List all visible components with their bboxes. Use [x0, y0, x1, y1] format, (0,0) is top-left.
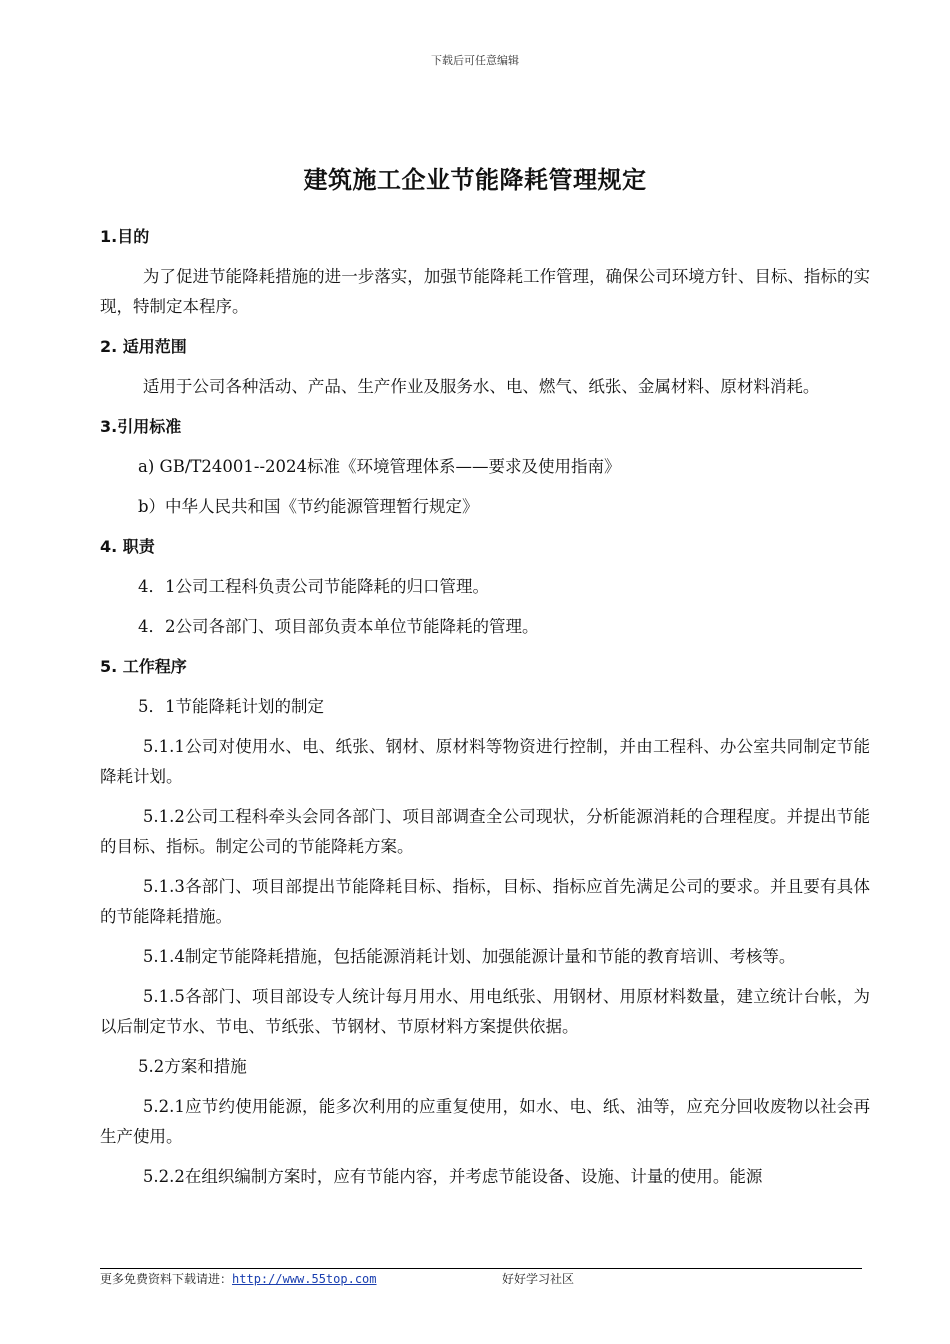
page-header: 下载后可任意编辑: [431, 54, 519, 67]
procedure-paragraph: 5.2.1应节约使用能源，能多次利用的应重复使用，如水、电、纸、油等，应充分回收废物以社会再生产使用。: [100, 1097, 870, 1146]
procedure-paragraph: 5.1.2公司工程科牵头会同各部门、项目部调查全公司现状，分析能源消耗的合理程度。并提出节能的目标、指标。制定公司的节能降耗方案。: [100, 807, 870, 856]
section-heading-purpose: 1.目的: [100, 227, 150, 246]
footer-divider: [100, 1268, 862, 1269]
section-heading-duties: 4. 职责: [100, 537, 155, 556]
footer-link[interactable]: http://www.55top.com: [232, 1272, 377, 1286]
scope-paragraph: 适用于公司各种活动、产品、生产作业及服务水、电、燃气、纸张、金属材料、原材料消耗。: [142, 377, 820, 396]
reference-item: a) GB/T24001--2024标准《环境管理体系——要求及使用指南》: [138, 457, 621, 476]
procedure-paragraph: 5.1.5各部门、项目部设专人统计每月用水、用电纸张、用钢材、用原材料数量，建立统计台帐，为以后制定节水、节电、节纸张、节钢材、节原材料方案提供依据。: [100, 987, 870, 1036]
document-title: 建筑施工企业节能降耗管理规定: [303, 165, 647, 194]
page-footer: [100, 1270, 862, 1287]
document-body: [100, 222, 870, 1202]
footer-prefix: 更多免费资料下载请进：: [100, 1272, 233, 1286]
section-heading-references: 3.引用标准: [100, 417, 182, 436]
procedure-paragraph: 5.2.2在组织编制方案时，应有节能内容，并考虑节能设备、设施、计量的使用。能源: [142, 1167, 763, 1186]
duty-item: 4．2公司各部门、项目部负责本单位节能降耗的管理。: [138, 617, 539, 636]
procedure-paragraph: 5.1.1公司对使用水、电、纸张、钢材、原材料等物资进行控制，并由工程科、办公室共同制定节能降耗计划。: [100, 737, 870, 786]
purpose-paragraph: 为了促进节能降耗措施的进一步落实，加强节能降耗工作管理，确保公司环境方针、目标、指标的实现，特制定本程序。: [100, 267, 870, 316]
subsection-heading: 5.2方案和措施: [138, 1057, 247, 1076]
reference-item: b）中华人民共和国《节约能源管理暂行规定》: [138, 497, 479, 516]
subsection-heading: 5．1节能降耗计划的制定: [138, 697, 324, 716]
procedure-paragraph: 5.1.4制定节能降耗措施，包括能源消耗计划、加强能源计量和节能的教育培训、考核等。: [142, 947, 796, 966]
duty-item: 4．1公司工程科负责公司节能降耗的归口管理。: [138, 577, 489, 596]
procedure-paragraph: 5.1.3各部门、项目部提出节能降耗目标、指标，目标、指标应首先满足公司的要求。并且要有具体的节能降耗措施。: [100, 877, 870, 926]
section-heading-procedure: 5. 工作程序: [100, 657, 187, 676]
section-heading-scope: 2. 适用范围: [100, 337, 187, 356]
footer-right-text: 好好学习社区: [502, 1272, 575, 1286]
